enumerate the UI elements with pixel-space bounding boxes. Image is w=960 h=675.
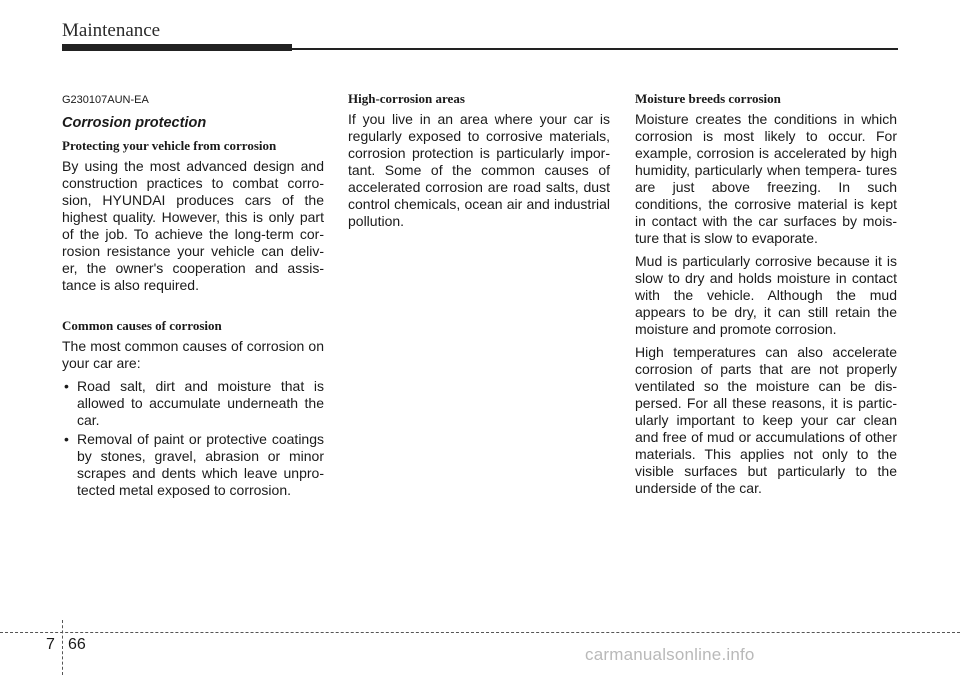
paragraph-protecting: By using the most advanced design and construction practices to combat corro- sion, HYUNDAI produces cars of the highest quality. However, this is only part of the job. To achieve the long-term cor- rosion resistance your vehicle can deliv- er, the owner's cooperation and assis- tance is also required. — [62, 158, 324, 293]
footer-divider — [0, 632, 960, 633]
list-item: • Removal of paint or protective coatings by stones, gravel, abrasion or minor scrapes and dents which leave unpro- tected metal exposed to corrosion. — [62, 431, 324, 499]
list-item: • Road salt, dirt and moisture that is allowed to accumulate underneath the car. — [62, 378, 324, 429]
column-3 — [635, 90, 897, 503]
subheading-protecting: Protecting your vehicle from corrosion — [62, 138, 277, 153]
subheading-moisture: Moisture breeds corrosion — [635, 91, 781, 106]
page-header-title: Maintenance — [62, 20, 161, 41]
paragraph-moisture-3: High temperatures can also accelerate corrosion of parts that are not properly ventilated so the moisture can be dis- persed. For all these reasons, it is partic- ularly important to keep your car clean and free of mud or accumulations of other materials. This applies not only to the visible surfaces but particularly to the underside of the car. — [635, 344, 897, 496]
header-rule-thin — [292, 48, 898, 50]
causes-list — [62, 378, 324, 499]
header-rule-thick — [62, 44, 292, 51]
subheading-high-corrosion: High-corrosion areas — [348, 91, 465, 106]
paragraph-high-corrosion: If you live in an area where your car is regularly exposed to corrosive materials, corrosion protection is particularly impor- tant. Some of the common causes of accelerated corrosion are road salts, dust control chemicals, ocean air and industrial pollution. — [348, 111, 610, 229]
watermark-text: carmanualsonline.info — [585, 645, 755, 664]
section-code: G230107AUN-EA — [62, 94, 149, 106]
paragraph-moisture-1: Moisture creates the conditions in which corrosion is most likely to occur. For example, corrosion is accelerated by high humidity, particularly when tempera- tures are just above freezing. In such conditions, the corrosive material is kept in contact with the car surfaces by mois- ture that is slow to evaporate. — [635, 111, 897, 246]
column-1 — [62, 90, 324, 501]
spacer — [62, 300, 324, 317]
page-number: 66 — [68, 636, 86, 653]
paragraph-common-causes: The most common causes of corrosion on your car are: — [62, 338, 324, 371]
footer-vertical-divider — [62, 620, 63, 675]
paragraph-moisture-2: Mud is particularly corrosive because it is slow to dry and holds moisture in contact with the vehicle. Although the mud appears to be dry, it can still retain the moisture and promote corrosion. — [635, 253, 897, 337]
column-2 — [348, 90, 610, 236]
chapter-number: 7 — [46, 636, 55, 653]
subheading-common-causes: Common causes of corrosion — [62, 318, 222, 333]
section-title: Corrosion protection — [62, 115, 207, 131]
